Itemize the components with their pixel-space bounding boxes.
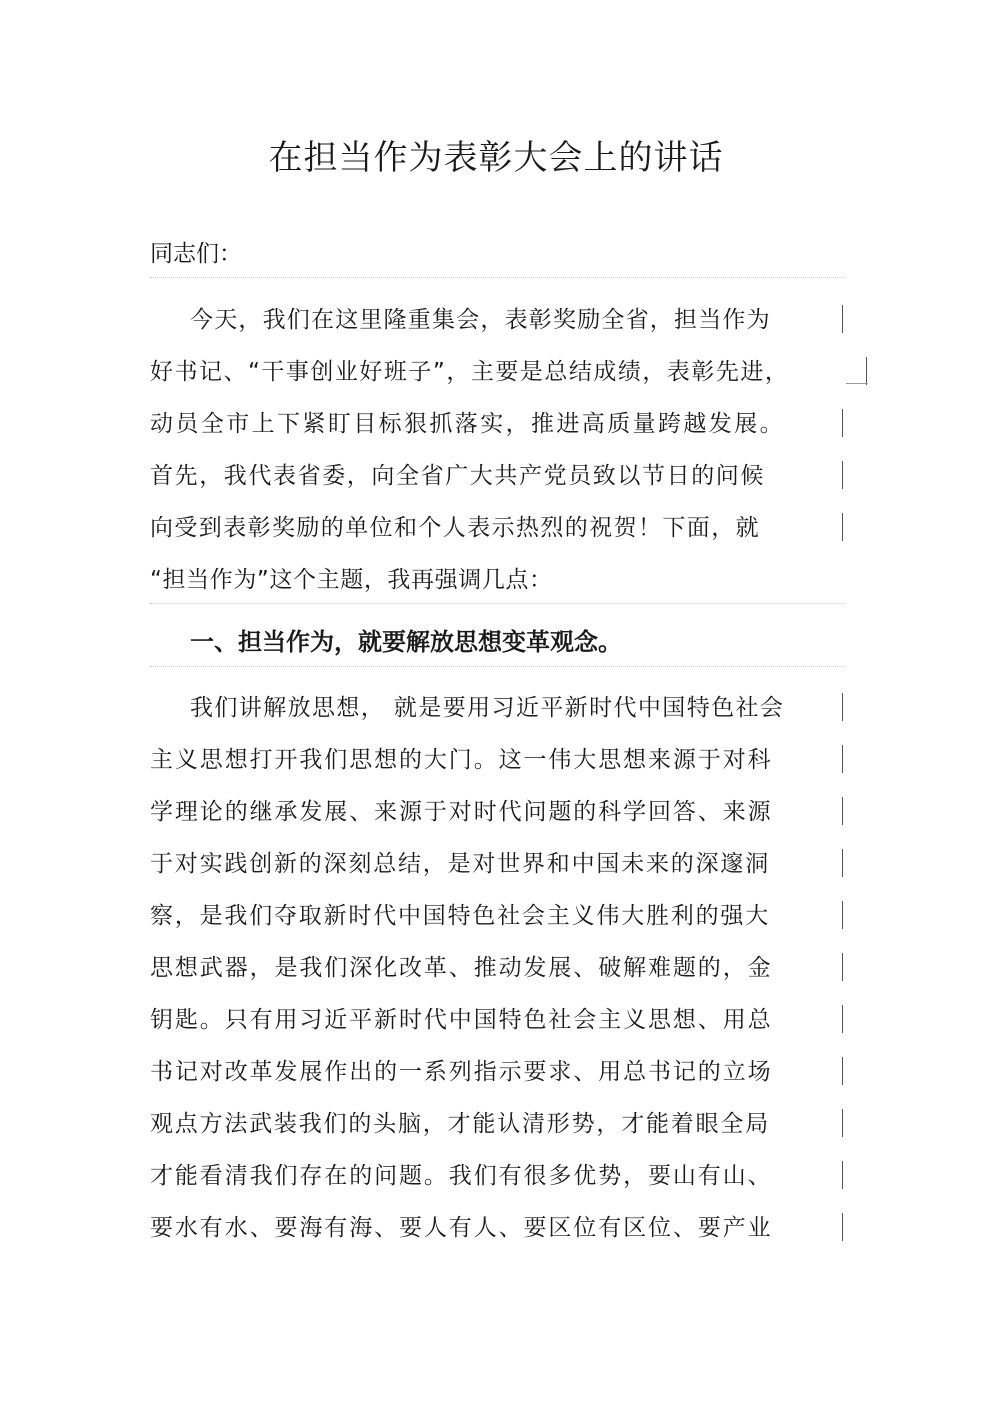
line-end-tick	[846, 383, 868, 384]
section-line: 才能看清我们存在的问题。我们有很多优势，要山有山、	[150, 1163, 773, 1189]
line-end-mark	[842, 745, 843, 773]
section-line: 钥匙。只有用习近平新时代中国特色社会主义思想、用总	[150, 1007, 773, 1033]
section-line: 书记对改革发展作出的一系列指示要求、用总书记的立场	[150, 1059, 773, 1085]
line-end-mark	[842, 693, 843, 721]
salutation: 同志们：	[150, 241, 242, 267]
section-line: 主义思想打开我们思想的大门。这一伟大思想来源于对科	[150, 747, 773, 773]
section-line: 于对实践创新的深刻总结，是对世界和中国未来的深邃洞	[150, 851, 770, 877]
intro-line: 向受到表彰奖励的单位和个人表示热烈的祝贺！下面，就	[150, 515, 760, 541]
paragraph-divider	[150, 666, 844, 667]
section-line: 学理论的继承发展、来源于对时代问题的科学回答、来源	[150, 799, 773, 825]
line-end-mark	[842, 1057, 843, 1085]
line-end-mark	[842, 1213, 843, 1241]
line-end-mark	[842, 849, 843, 877]
paragraph-divider	[150, 603, 844, 604]
section-line: 思想武器，是我们深化改革、推动发展、破解难题的，金	[150, 955, 773, 981]
section-line: 要水有水、要海有海、要人有人、要区位有区位、要产业	[150, 1215, 773, 1241]
section-line: 观点方法武装我们的头脑，才能认清形势，才能着眼全局	[150, 1111, 770, 1137]
intro-line: “担当作为”这个主题，我再强调几点：	[150, 567, 553, 593]
line-end-mark	[842, 461, 843, 489]
section-heading: 一、担当作为，就要解放思想变革观念。	[190, 628, 622, 656]
line-end-mark	[842, 1109, 843, 1137]
line-end-mark	[842, 901, 843, 929]
line-end-mark	[866, 357, 867, 385]
line-end-mark	[842, 409, 843, 437]
section-line: 察，是我们夺取新时代中国特色社会主义伟大胜利的强大	[150, 903, 770, 929]
section-line: 我们讲解放思想， 就是要用习近平新时代中国特色社会	[190, 695, 785, 721]
line-end-mark	[842, 305, 843, 333]
intro-line: 动员全市上下紧盯目标狠抓落实，推进高质量跨越发展。	[150, 411, 785, 437]
line-end-mark	[842, 953, 843, 981]
intro-line: 今天，我们在这里隆重集会，表彰奖励全省，担当作为	[190, 307, 771, 333]
paragraph-divider	[150, 277, 844, 278]
intro-line: 首先，我代表省委，向全省广大共产党员致以节日的问候	[150, 463, 765, 489]
line-end-mark	[842, 513, 843, 541]
line-end-mark	[842, 1005, 843, 1033]
line-end-mark	[842, 797, 843, 825]
line-end-mark	[842, 1161, 843, 1189]
intro-line: 好书记、“干事创业好班子”，主要是总结成绩，表彰先进，	[150, 359, 790, 385]
document-title: 在担当作为表彰大会上的讲话	[268, 138, 724, 178]
